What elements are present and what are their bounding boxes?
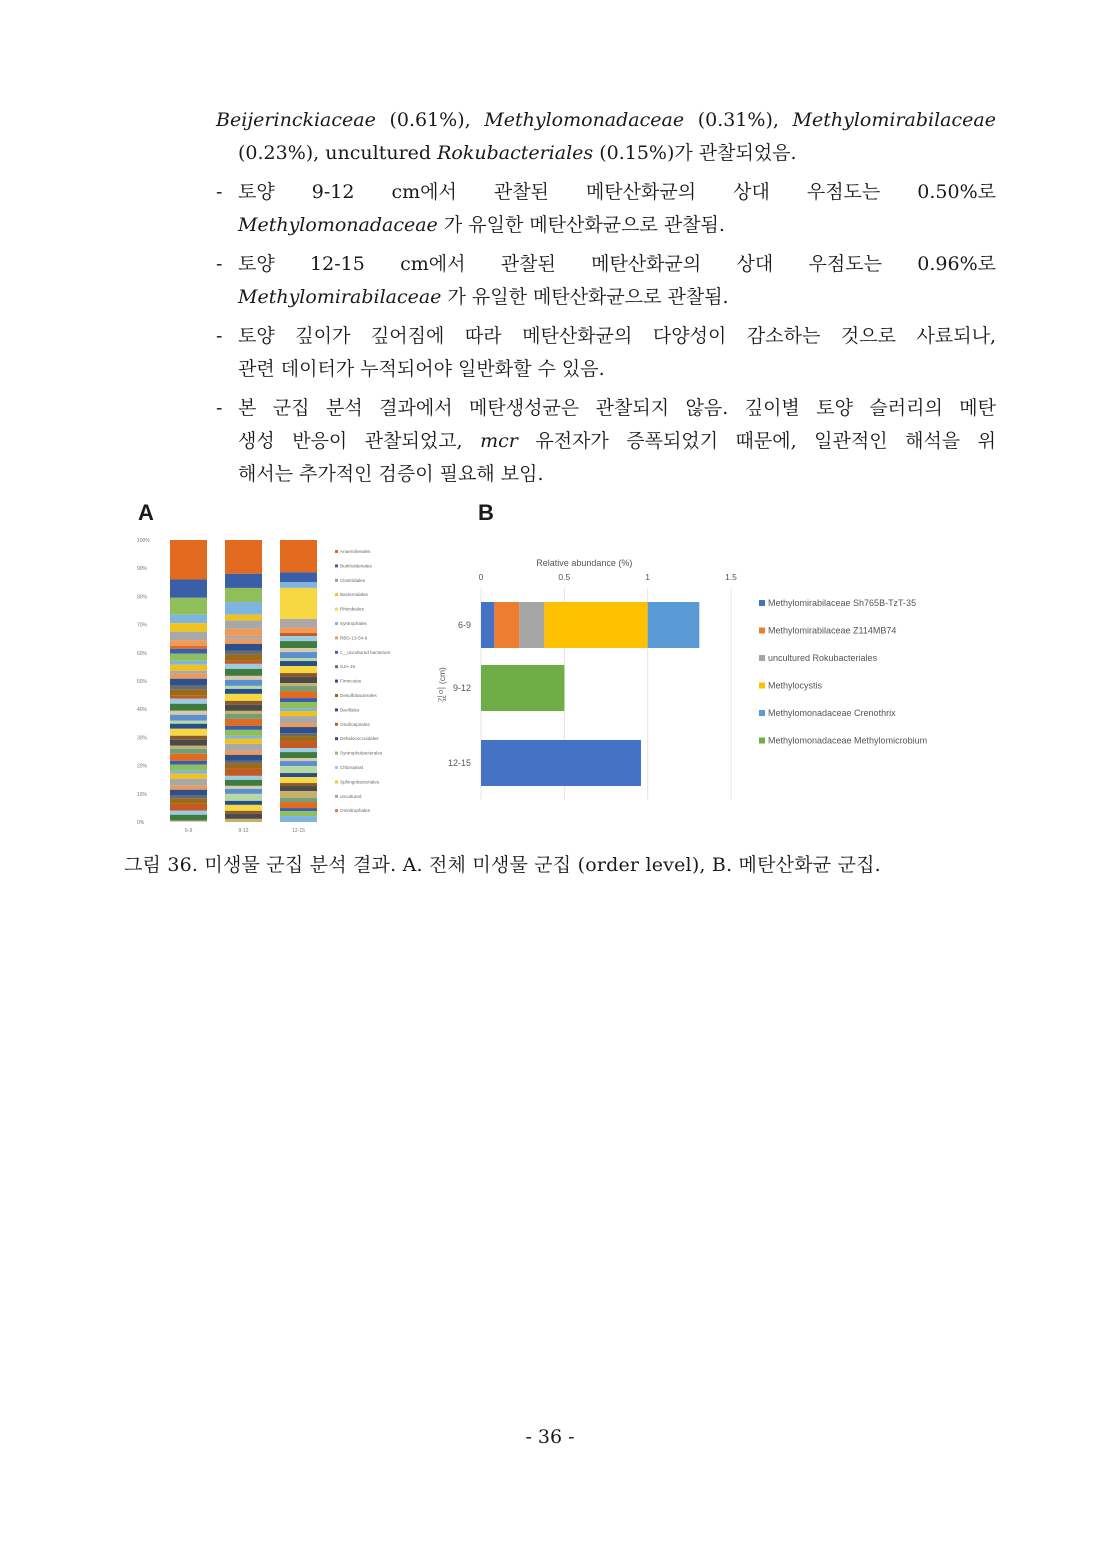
- community-band: [225, 769, 262, 776]
- legend-swatch: [335, 766, 338, 769]
- community-band: [170, 540, 207, 579]
- community-band: [280, 752, 317, 758]
- legend-label: SJA-15: [340, 664, 356, 670]
- community-band: [170, 761, 207, 765]
- legend-label: Desulfobacterales: [340, 693, 377, 698]
- legend-swatch: [335, 723, 338, 726]
- figure-label-a: A: [138, 500, 154, 525]
- community-band: [225, 636, 262, 639]
- bar-segment: [494, 602, 519, 648]
- legend-label: uncultured Rokubacteriales: [768, 653, 878, 663]
- bullet-line: 생성 반응이 관찰되었고, mcr 유전자가 증폭되었기 때문에, 일관적인 해석을 위: [238, 430, 997, 452]
- community-band: [170, 729, 207, 736]
- x-axis-title: Relative abundance (%): [536, 558, 633, 568]
- community-band: [170, 740, 207, 746]
- community-band: [170, 665, 207, 671]
- x-tick-label: 0.5: [558, 572, 571, 582]
- community-band: [225, 680, 262, 686]
- community-band: [225, 669, 262, 676]
- legend-label: Bacteroidales: [340, 592, 368, 598]
- community-band: [280, 798, 317, 802]
- bullet-line: 토양 9-12 cm에서 관찰된 메탄산화균의 상대 우점도는 0.50%로: [238, 181, 996, 203]
- community-band: [225, 689, 262, 694]
- legend-swatch: [335, 752, 338, 755]
- community-band: [170, 671, 207, 674]
- community-band: [170, 654, 207, 661]
- community-band: [280, 777, 317, 783]
- paragraph-continued: [216, 104, 996, 170]
- community-band: [280, 733, 317, 736]
- community-band: [225, 540, 262, 574]
- legend-swatch: [335, 550, 338, 553]
- community-band: [170, 632, 207, 640]
- community-band: [225, 726, 262, 730]
- y-tick-label: 10%: [137, 791, 148, 798]
- legend-swatch: [335, 665, 338, 668]
- legend-label: Sphingobacteriales: [340, 779, 380, 785]
- legend-label: c__uncultured bacterium: [340, 649, 391, 655]
- y-tick-label: 40%: [137, 707, 148, 714]
- legend-label: Anaerolineales: [340, 549, 371, 554]
- body-text: [216, 104, 996, 491]
- community-band: [280, 652, 317, 658]
- community-band: [280, 627, 317, 633]
- bullet-item: [216, 176, 996, 242]
- bullet-dash: -: [216, 181, 223, 203]
- stacked-column-6-9: [170, 540, 207, 822]
- community-band: [170, 749, 207, 754]
- legend-label: Clostridiales: [340, 577, 366, 583]
- legend-swatch: [759, 655, 765, 661]
- community-band: [280, 783, 317, 786]
- community-band: [170, 686, 207, 690]
- y-tick-label: 60%: [137, 650, 148, 657]
- bullet-item: [216, 392, 996, 491]
- community-band: [280, 748, 317, 752]
- community-band: [225, 780, 262, 786]
- community-band: [280, 816, 317, 822]
- y-tick-label: 20%: [137, 763, 148, 770]
- legend-label: Bacillales: [340, 707, 360, 713]
- x-tick-label: 1.5: [725, 572, 737, 582]
- community-band: [225, 588, 262, 602]
- community-band: [170, 674, 207, 679]
- community-composition-chart: [135, 530, 445, 840]
- community-band: [170, 815, 207, 821]
- legend-label: RBG-13-54-9: [340, 635, 368, 641]
- community-band: [280, 766, 317, 773]
- bullet-item: [216, 320, 996, 386]
- y-tick-label: 80%: [137, 594, 148, 601]
- community-band: [225, 805, 262, 811]
- bullet-line: 토양 깊이가 깊어짐에 따라 메탄산화균의 다양성이 감소하는 것으로 사료되나,: [238, 325, 996, 347]
- community-band: [280, 540, 317, 572]
- community-band: [170, 779, 207, 786]
- legend-swatch: [759, 710, 765, 716]
- x-tick-label: 6-9: [184, 828, 193, 834]
- community-band: [225, 739, 262, 744]
- community-band: [170, 771, 207, 774]
- methanotroph-abundance-chart: [435, 550, 995, 810]
- legend-label: uncultured: [340, 793, 362, 799]
- community-band: [225, 751, 262, 755]
- legend-swatch: [335, 564, 338, 567]
- community-band: [170, 799, 207, 804]
- bullet-line: 관련 데이터가 누적되어야 일반화할 수 있음.: [238, 358, 605, 380]
- y-tick-label: 0%: [137, 820, 145, 826]
- community-band: [170, 649, 207, 654]
- category-label: 6-9: [457, 620, 471, 630]
- community-band: [225, 801, 262, 805]
- y-tick-label: 50%: [137, 679, 148, 685]
- community-band: [225, 736, 262, 739]
- community-band: [170, 679, 207, 686]
- community-band: [170, 721, 207, 724]
- legend-swatch: [335, 636, 338, 639]
- legend-swatch: [335, 680, 338, 683]
- community-band: [280, 619, 317, 627]
- bullet-line: 해서는 추가적인 검증이 필요해 보임.: [238, 463, 544, 485]
- community-band: [170, 598, 207, 615]
- bar-segment: [481, 665, 564, 711]
- bar-segment: [481, 740, 641, 786]
- community-band: [225, 661, 262, 664]
- legend-label: Oscillospirales: [340, 721, 370, 727]
- community-band: [280, 582, 317, 588]
- y-tick-label: 100%: [137, 538, 150, 544]
- community-band: [170, 623, 207, 631]
- community-band: [280, 791, 317, 798]
- community-band: [225, 686, 262, 689]
- community-band: [280, 633, 317, 636]
- legend-label: Methylomonadaceae Crenothrix: [768, 708, 896, 718]
- legend-label: Rhizobiales: [340, 606, 364, 612]
- bullet-line: 토양 12-15 cm에서 관찰된 메탄산화균의 상대 우점도는 0.96%로: [238, 253, 996, 275]
- legend-label: Firmicutes: [340, 678, 362, 684]
- community-band: [170, 765, 207, 771]
- community-band: [225, 664, 262, 669]
- figure-label-b: B: [478, 500, 494, 525]
- bar-segment: [519, 602, 544, 648]
- paragraph-line: (0.23%), uncultured Rokubacteriales (0.15%)가 관찰되었음.: [238, 142, 797, 164]
- legend-swatch: [335, 737, 338, 740]
- community-band: [225, 814, 262, 819]
- bar-segment: [544, 602, 647, 648]
- legend-label: Omnitrophales: [340, 808, 370, 814]
- category-label: 9-12: [452, 683, 471, 693]
- community-band: [170, 790, 207, 796]
- community-band: [225, 644, 262, 651]
- community-band: [170, 615, 207, 623]
- legend-label: Syntrophobacterales: [340, 750, 383, 756]
- community-band: [225, 719, 262, 726]
- community-band: [225, 711, 262, 714]
- community-band: [280, 658, 317, 661]
- community-band: [170, 646, 207, 649]
- bullet-line: Methylomirabilaceae 가 유일한 메탄산화균으로 관찰됨.: [238, 286, 729, 308]
- community-band: [225, 629, 262, 636]
- community-band: [170, 690, 207, 696]
- community-band: [225, 615, 262, 621]
- community-band: [170, 579, 207, 597]
- community-band: [225, 744, 262, 751]
- x-tick-label: 9-12: [238, 828, 249, 834]
- community-band: [280, 808, 317, 811]
- community-band: [225, 620, 262, 628]
- community-band: [225, 701, 262, 705]
- community-band: [280, 708, 317, 711]
- community-band: [280, 673, 317, 677]
- legend-label: Methylomonadaceae Methylomicrobium: [768, 735, 928, 746]
- community-band: [170, 746, 207, 749]
- community-band: [280, 736, 317, 741]
- community-band: [225, 811, 262, 814]
- community-band: [170, 661, 207, 665]
- legend-swatch: [335, 651, 338, 654]
- legend-swatch: [759, 683, 765, 689]
- legend-label: Methylomirabilaceae Z114MB74: [768, 625, 897, 636]
- methanotroph-abundance-svg: [435, 550, 995, 810]
- community-band: [170, 796, 207, 799]
- community-band: [170, 774, 207, 779]
- legend-swatch: [335, 780, 338, 783]
- legend-swatch: [335, 622, 338, 625]
- community-band: [170, 704, 207, 711]
- community-band: [225, 794, 262, 801]
- community-band: [170, 640, 207, 646]
- community-band: [170, 724, 207, 729]
- community-band: [225, 574, 262, 588]
- legend-swatch: [335, 809, 338, 812]
- legend-swatch: [759, 738, 765, 744]
- legend-swatch: [335, 593, 338, 596]
- community-band: [280, 683, 317, 686]
- community-band: [170, 811, 207, 815]
- community-band: [170, 804, 207, 811]
- community-band: [225, 764, 262, 769]
- bullet-dash: -: [216, 397, 223, 419]
- community-band: [280, 741, 317, 748]
- community-composition-svg: [135, 530, 445, 840]
- legend-label: Methylocystis: [768, 680, 823, 691]
- community-band: [280, 666, 317, 673]
- legend-label: Chloroplast: [340, 765, 364, 770]
- community-band: [280, 773, 317, 777]
- community-band: [280, 691, 317, 698]
- community-band: [170, 786, 207, 790]
- community-band: [280, 761, 317, 766]
- community-band: [170, 736, 207, 740]
- community-band: [225, 705, 262, 711]
- community-band: [170, 711, 207, 715]
- y-tick-label: 30%: [137, 735, 148, 742]
- y-tick-label: 70%: [137, 622, 148, 629]
- bar-segment: [481, 602, 494, 648]
- legend-swatch: [335, 694, 338, 697]
- legend-swatch: [335, 608, 338, 611]
- paragraph-line: Beijerinckiaceae (0.61%), Methylomonadaceae (0.31%), Methylomirabilaceae: [216, 109, 996, 131]
- community-band: [280, 702, 317, 708]
- community-band: [225, 730, 262, 736]
- legend-swatch: [335, 795, 338, 798]
- community-band: [225, 694, 262, 701]
- community-band: [280, 802, 317, 808]
- community-band: [280, 588, 317, 619]
- community-band: [225, 714, 262, 719]
- community-band: [170, 821, 207, 822]
- community-band: [280, 811, 317, 816]
- community-band: [280, 723, 317, 727]
- community-band: [170, 699, 207, 704]
- legend-label: Dehalococcoidales: [340, 736, 379, 742]
- community-band: [280, 727, 317, 733]
- bullet-line: 본 군집 분석 결과에서 메탄생성균은 관찰되지 않음. 깊이별 토양 슬러리의 메탄: [238, 397, 996, 419]
- legend-swatch: [759, 600, 765, 606]
- community-band: [280, 636, 317, 641]
- x-tick-label: 1: [645, 572, 651, 582]
- stacked-column-9-12: [225, 540, 262, 822]
- community-band: [280, 661, 317, 666]
- community-band: [170, 754, 207, 761]
- community-band: [225, 789, 262, 794]
- bullet-item: [216, 248, 996, 314]
- community-band: [225, 755, 262, 761]
- stacked-column-12-15: [280, 540, 317, 822]
- community-band: [225, 819, 262, 822]
- figure-caption: 그림 36. 미생물 군집 분석 결과. A. 전체 미생물 군집 (order level), B. 메탄산화균 군집.: [124, 854, 881, 876]
- community-band: [280, 641, 317, 648]
- y-tick-label: 90%: [137, 566, 148, 573]
- community-band: [225, 639, 262, 644]
- page-number: - 36 -: [525, 1426, 575, 1448]
- community-band: [280, 572, 317, 582]
- community-band: [170, 696, 207, 699]
- community-band: [225, 786, 262, 789]
- community-band: [280, 716, 317, 723]
- community-band: [225, 676, 262, 680]
- community-band: [170, 715, 207, 721]
- bullet-line: Methylomonadaceae 가 유일한 메탄산화균으로 관찰됨.: [238, 214, 725, 236]
- legend-swatch: [335, 708, 338, 711]
- category-label: 12-15: [447, 758, 471, 768]
- x-tick-label: 0: [478, 572, 484, 582]
- community-band: [280, 711, 317, 716]
- x-tick-label: 12-15: [292, 828, 305, 834]
- bullet-dash: -: [216, 253, 223, 275]
- legend-label: Methylomirabilaceae Sh765B-TzT-35: [768, 598, 917, 608]
- community-band: [225, 651, 262, 655]
- community-band: [225, 602, 262, 615]
- community-band: [280, 786, 317, 791]
- community-band: [280, 698, 317, 702]
- bullet-dash: -: [216, 325, 223, 347]
- community-band: [225, 761, 262, 764]
- legend-label: Burkholderiales: [340, 563, 372, 569]
- y-axis-title: 깊이 (cm): [437, 667, 447, 703]
- community-band: [280, 686, 317, 691]
- legend-label: Syntrophales: [340, 621, 367, 626]
- community-band: [225, 776, 262, 780]
- community-band: [280, 648, 317, 652]
- legend-swatch: [335, 579, 338, 582]
- community-band: [280, 677, 317, 683]
- community-band: [225, 655, 262, 661]
- community-band: [280, 758, 317, 761]
- bar-segment: [648, 602, 700, 648]
- legend-swatch: [759, 628, 765, 634]
